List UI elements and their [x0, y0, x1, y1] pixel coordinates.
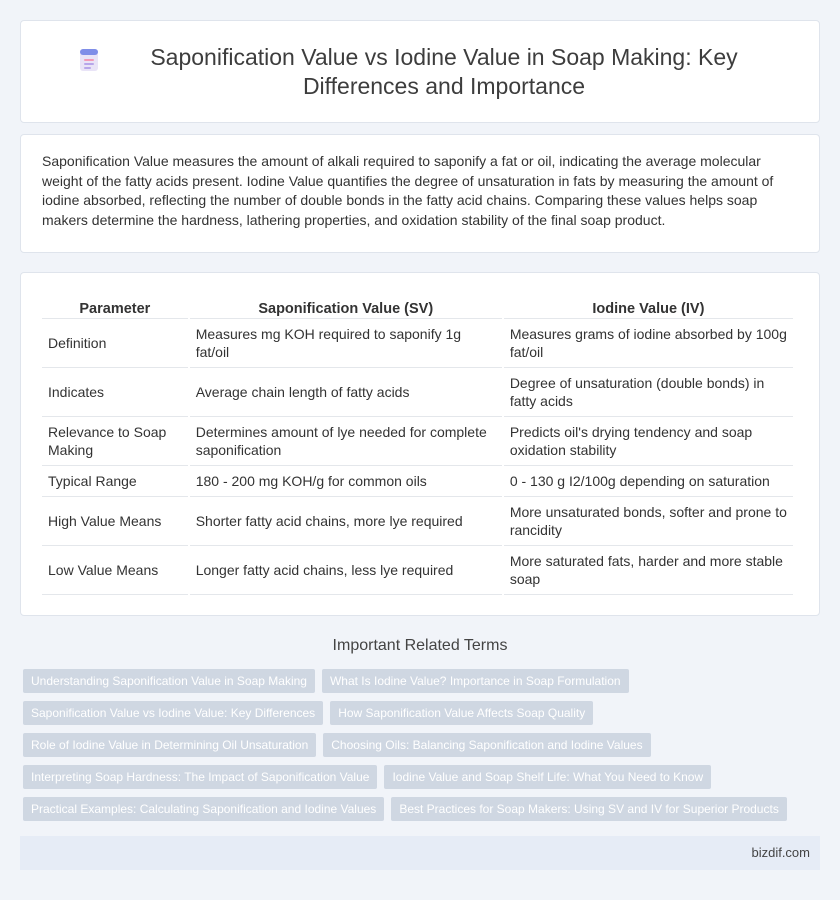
related-terms-title: Important Related Terms — [332, 637, 508, 654]
table-cell: Low Value Means — [42, 546, 188, 595]
table-cell: Predicts oil's drying tendency and soap oxidation stability — [504, 417, 793, 466]
related-term-link[interactable]: Role of Iodine Value in Determining Oil Unsaturation — [23, 733, 316, 757]
table-cell: Typical Range — [42, 466, 188, 497]
title-wrap — [21, 21, 819, 101]
table-cell: 180 - 200 mg KOH/g for common oils — [190, 466, 502, 497]
table-row — [42, 319, 793, 368]
table-header-row — [42, 295, 793, 319]
intro-paragraph: Saponification Value measures the amount of alkali required to saponify a fat or oil, indicating the average molecular weight of the fatty acids present. Iodine Value quantifies the degree of unsaturation in fats by measuring the amount of iodine absorbed, reflecting the number of double bonds in the fatty acid chains. Comparing these values helps soap makers determine the hardness, lathering properties, and oxidation stability of the final soap product. — [42, 153, 774, 228]
column-header-parameter: Parameter — [42, 295, 188, 319]
terms-row — [23, 669, 823, 693]
table-row — [42, 417, 793, 466]
table-cell: More unsaturated bonds, softer and prone to rancidity — [504, 497, 793, 546]
header-card — [20, 20, 820, 123]
table-cell: Shorter fatty acid chains, more lye required — [190, 497, 502, 546]
table-row — [42, 497, 793, 546]
related-term-link[interactable]: Best Practices for Soap Makers: Using SV and IV for Superior Products — [391, 797, 787, 821]
terms-row — [23, 701, 823, 725]
table-cell: Longer fatty acid chains, less lye required — [190, 546, 502, 595]
intro-card — [20, 134, 820, 253]
table-row — [42, 466, 793, 497]
terms-row — [23, 765, 823, 789]
page-title: Saponification Value vs Iodine Value in Soap Making: Key Differences and Importance — [150, 44, 738, 99]
table-row — [42, 368, 793, 417]
footer — [20, 836, 820, 870]
related-term-link[interactable]: Iodine Value and Soap Shelf Life: What You Need to Know — [384, 765, 711, 789]
related-term-link[interactable]: How Saponification Value Affects Soap Quality — [330, 701, 593, 725]
related-term-link[interactable]: Interpreting Soap Hardness: The Impact of Saponification Value — [23, 765, 377, 789]
related-term-link[interactable]: What Is Iodine Value? Importance in Soap Formulation — [322, 669, 629, 693]
table-cell: High Value Means — [42, 497, 188, 546]
table-cell: 0 - 130 g I2/100g depending on saturation — [504, 466, 793, 497]
table-card — [20, 272, 820, 616]
table-cell: Determines amount of lye needed for complete saponification — [190, 417, 502, 466]
document-icon — [76, 47, 102, 73]
comparison-table — [40, 295, 795, 595]
related-term-link[interactable]: Choosing Oils: Balancing Saponification and Iodine Values — [323, 733, 650, 757]
table-cell: Indicates — [42, 368, 188, 417]
column-header-sv: Saponification Value (SV) — [190, 295, 502, 319]
related-term-link[interactable]: Understanding Saponification Value in Soap Making — [23, 669, 315, 693]
table-row — [42, 546, 793, 595]
table-cell: Measures mg KOH required to saponify 1g fat/oil — [190, 319, 502, 368]
footer-site-link[interactable]: bizdif.com — [751, 845, 810, 860]
related-term-link[interactable]: Practical Examples: Calculating Saponification and Iodine Values — [23, 797, 384, 821]
related-terms-list — [23, 669, 823, 829]
terms-row — [23, 797, 823, 821]
table-cell: Measures grams of iodine absorbed by 100g fat/oil — [504, 319, 793, 368]
terms-row — [23, 733, 823, 757]
column-header-iv: Iodine Value (IV) — [504, 295, 793, 319]
table-cell: More saturated fats, harder and more stable soap — [504, 546, 793, 595]
table-cell: Relevance to Soap Making — [42, 417, 188, 466]
table-cell: Average chain length of fatty acids — [190, 368, 502, 417]
table-cell: Degree of unsaturation (double bonds) in fatty acids — [504, 368, 793, 417]
table-cell: Definition — [42, 319, 188, 368]
related-term-link[interactable]: Saponification Value vs Iodine Value: Key Differences — [23, 701, 323, 725]
